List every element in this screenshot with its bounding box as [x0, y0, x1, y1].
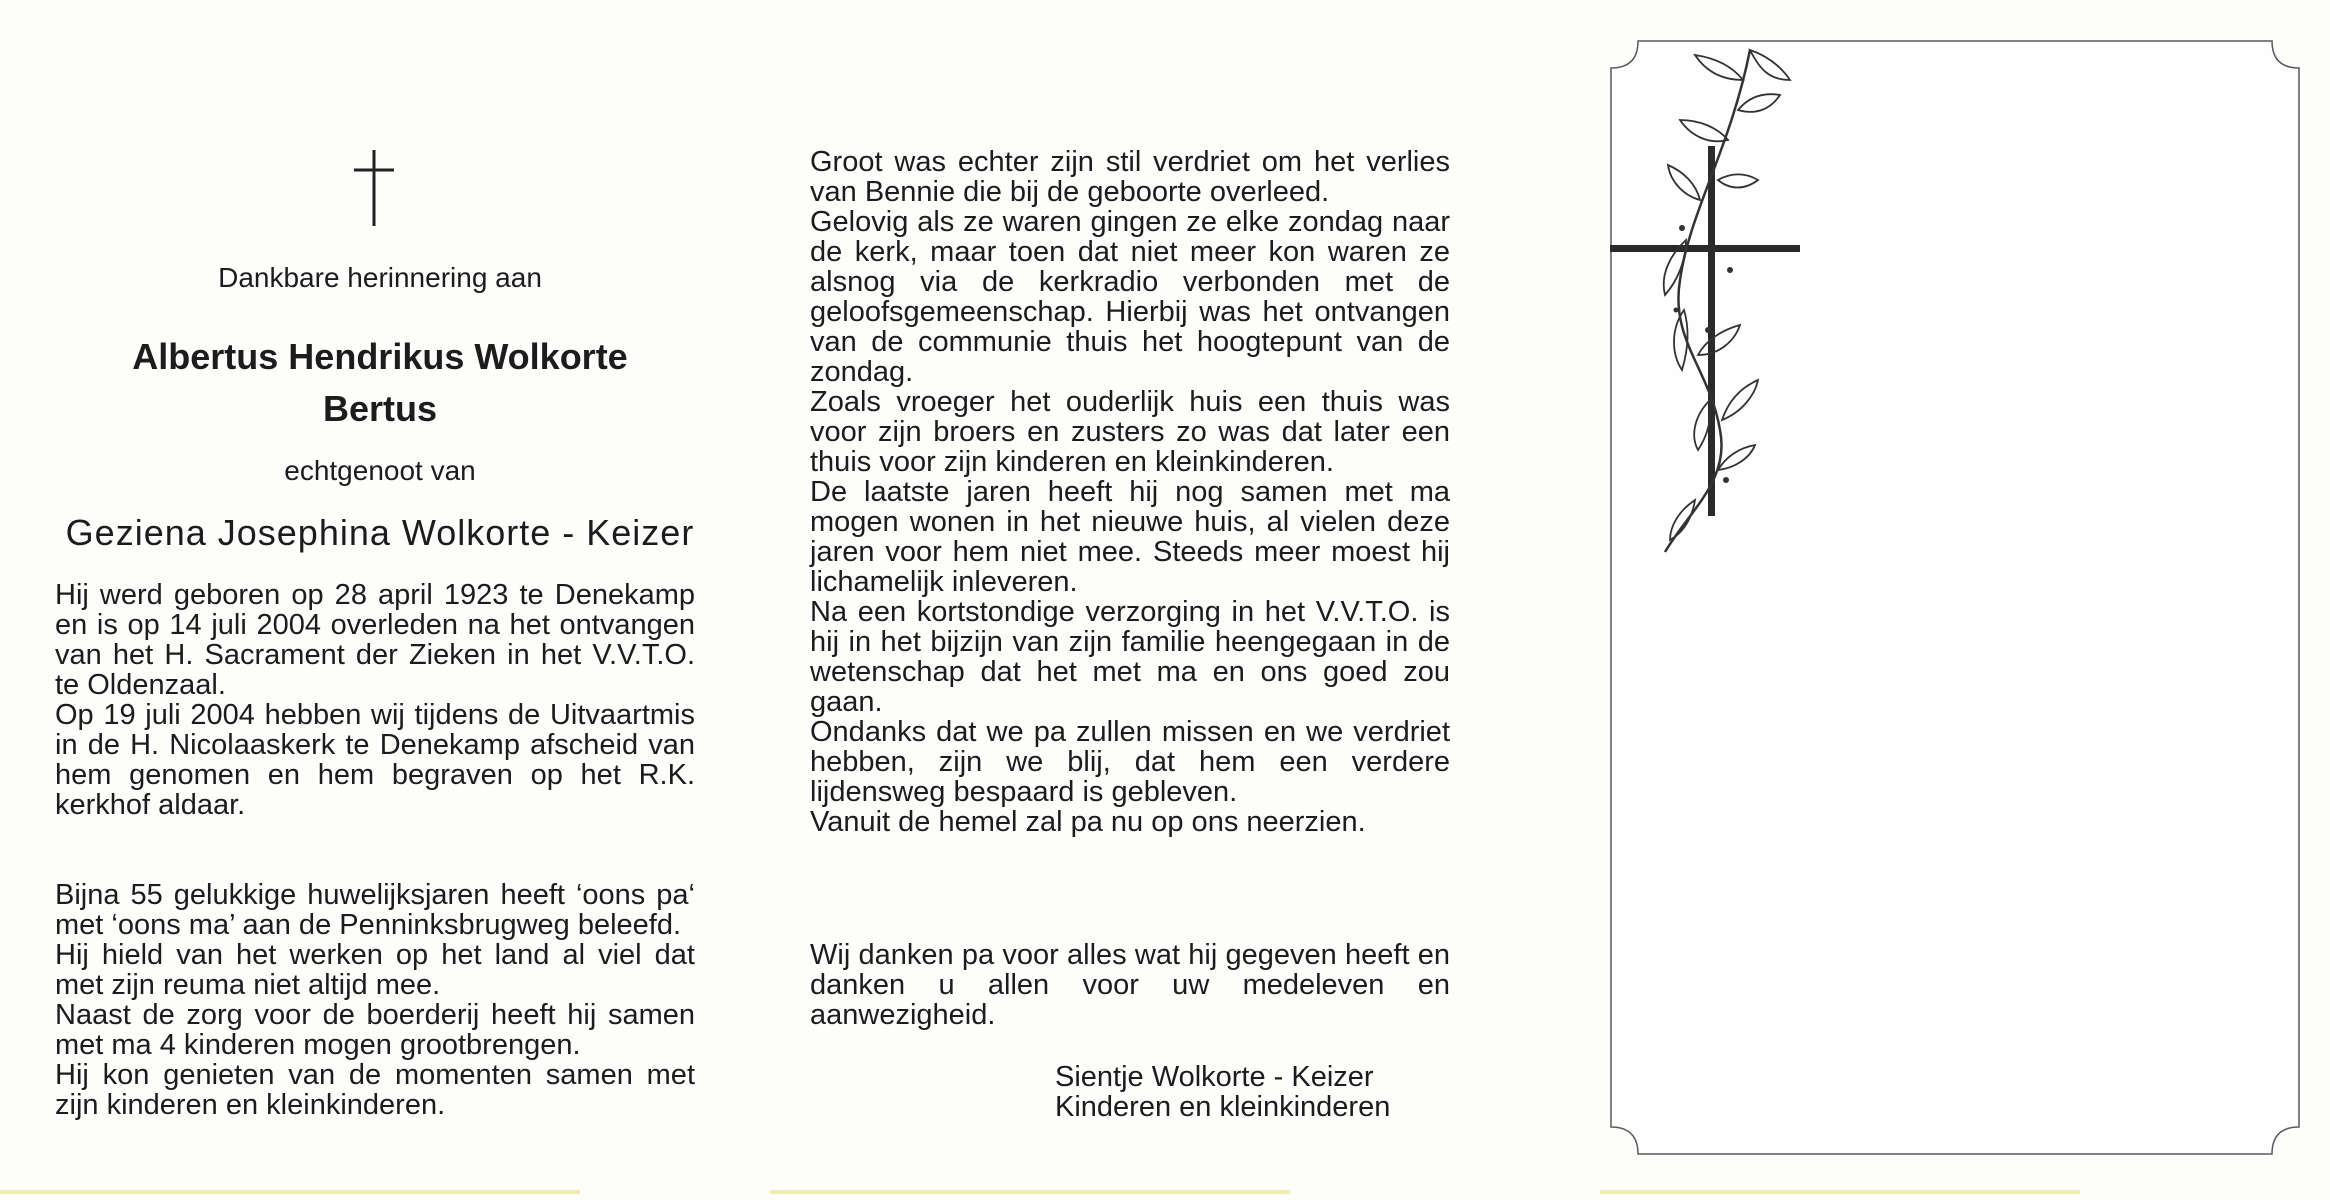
signature-line: Kinderen en kleinkinderen [1055, 1091, 1391, 1123]
paragraph: Bijna 55 gelukkige huwelijksjaren heeft ‘oons pa‘ met ‘oons ma’ aan de Penninksbrugweg beleefd. [55, 879, 695, 941]
intro-text: Dankbare herinnering aan [218, 262, 542, 293]
paragraph: Groot was echter zijn stil verdriet om het verlies van Bennie die bij de geboorte overleed. [810, 146, 1450, 208]
marriage-text [55, 880, 695, 1120]
thanks-text [810, 940, 1450, 1030]
deceased-nickname: Bertus [322, 388, 438, 429]
tape-edge [770, 1190, 1290, 1194]
paragraph: Vanuit de hemel zal pa nu op ons neerzien. [810, 806, 1366, 838]
paragraph: Naast de zorg voor de boerderij heeft hij samen met ma 4 kinderen mogen grootbrengen. [55, 999, 695, 1061]
cross-icon [350, 150, 398, 226]
paragraph: Wij danken pa voor alles wat hij gegeven heeft en danken u allen voor uw medeleven en aanwezigheid. [810, 939, 1450, 1031]
biography-text [55, 580, 695, 820]
paragraph: Hij kon genieten van de momenten samen met zijn kinderen en kleinkinderen. [55, 1059, 695, 1121]
tape-edge [1600, 1190, 2080, 1194]
memories-text [810, 147, 1450, 837]
paragraph: Op 19 juli 2004 hebben wij tijdens de Uitvaartmis in de H. Nicolaaskerk te Denekamp afscheid van hem genomen en hem begraven op het R.K. kerkhof aldaar. [55, 699, 695, 821]
paragraph: Hij hield van het werken op het land al viel dat met zijn reuma niet altijd mee. [55, 939, 695, 1001]
spouse-label: echtgenoot van [284, 455, 476, 486]
paragraph: Hij werd geboren op 28 april 1923 te Denekamp en is op 14 juli 2004 overleden na het ontvangen van het H. Sacrament der Zieken in het V.V.T.O. te Oldenzaal. [55, 579, 695, 701]
signature-line: Sientje Wolkorte - Keizer [1055, 1061, 1374, 1093]
deceased-full-name: Albertus Hendrikus Wolkorte [132, 336, 628, 377]
paragraph: Gelovig als ze waren gingen ze elke zondag naar de kerk, maar toen dat niet meer kon waren ze alsnog via de kerkradio verbonden met de geloofsgemeenschap. Hierbij was het ontvangen van de communie thuis het hoogtepunt van de zondag. [810, 206, 1450, 388]
signature [1055, 1062, 1475, 1122]
cross-with-olive-branch-icon [1610, 40, 1820, 560]
middle-panel [780, 0, 1560, 1200]
paragraph: Na een kortstondige verzorging in het V.V.T.O. is hij in het bijzijn van zijn familie heengegaan in de wetenschap dat het met ma en ons goed zou gaan. [810, 596, 1450, 718]
paragraph: Zoals vroeger het ouderlijk huis een thuis was voor zijn broers en zusters zo was dat later een thuis voor zijn kinderen en kleinkinderen. [810, 386, 1450, 478]
left-panel [0, 0, 780, 1200]
card-front [1610, 40, 2300, 1155]
tape-edge [0, 1190, 580, 1194]
paragraph: Ondanks dat we pa zullen missen en we verdriet hebben, zijn we blij, dat hem een verdere lijdensweg bespaard is gebleven. [810, 716, 1450, 808]
right-panel [1560, 0, 2330, 1200]
spouse-name: Geziena Josephina Wolkorte - Keizer [65, 512, 695, 553]
paragraph: De laatste jaren heeft hij nog samen met ma mogen wonen in het nieuwe huis, al vielen deze jaren voor hem niet mee. Steeds meer moest hij lichamelijk inleveren. [810, 476, 1450, 598]
